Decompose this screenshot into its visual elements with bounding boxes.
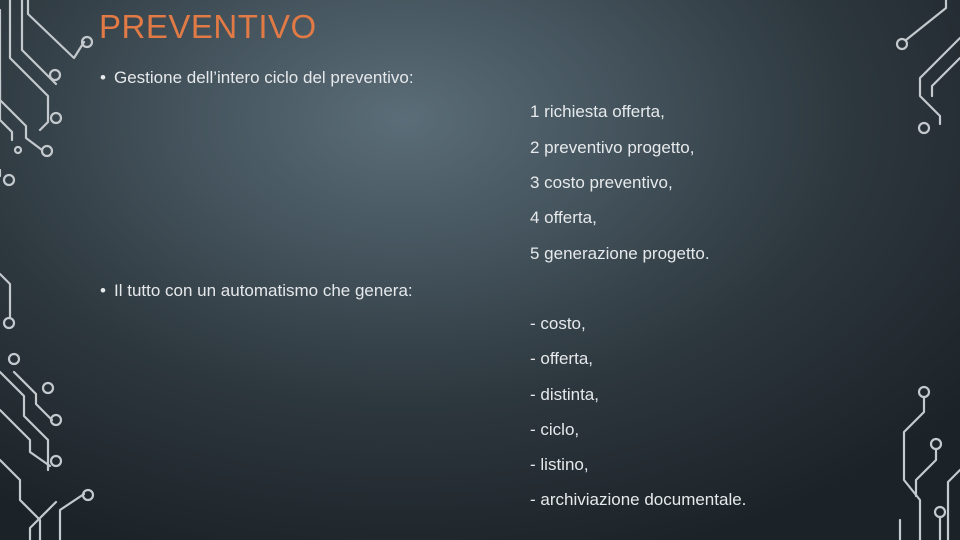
circuit-node: [9, 354, 19, 364]
circuit-node: [4, 318, 14, 328]
slide-title: PREVENTIVO: [99, 8, 317, 45]
bullet-item: [100, 68, 414, 88]
bullet-text: Gestione dell’intero ciclo del preventivo:: [114, 68, 414, 87]
list-item: - costo,: [530, 314, 586, 333]
circuit-trace: [948, 470, 960, 540]
circuit-node: [4, 175, 14, 185]
circuit-trace: [906, 0, 946, 40]
list-item: 4 offerta,: [530, 208, 597, 227]
circuit-trace: [916, 449, 936, 496]
circuit-node: [931, 439, 941, 449]
list-item: 3 costo preventivo,: [530, 173, 673, 192]
list-item: - archiviazione documentale.: [530, 490, 747, 509]
circuit-node: [51, 456, 61, 466]
circuit-trace: [904, 397, 924, 540]
circuit-trace: [932, 58, 960, 96]
circuit-node: [15, 147, 21, 153]
circuit-node: [919, 387, 929, 397]
circuit-node: [43, 383, 53, 393]
list-item: 2 preventivo progetto,: [530, 138, 695, 157]
circuit-node: [51, 113, 61, 123]
circuit-node: [919, 123, 929, 133]
circuit-trace: [14, 372, 52, 420]
circuit-node: [42, 146, 52, 156]
circuit-trace: [60, 494, 84, 540]
circuit-node: [897, 39, 907, 49]
bullet-text: Il tutto con un automatismo che genera:: [114, 281, 413, 300]
bullet-dot-icon: •: [100, 68, 106, 87]
circuit-trace: [10, 0, 48, 130]
circuit-node: [935, 507, 945, 517]
circuit-trace: [0, 460, 40, 540]
bullet-dot-icon: •: [100, 281, 106, 300]
circuit-trace: [30, 502, 56, 540]
bullet-item: [100, 281, 413, 301]
list-item: 1 richiesta offerta,: [530, 102, 665, 121]
circuit-trace: [28, 0, 84, 58]
list-item: - offerta,: [530, 349, 593, 368]
circuit-trace: [0, 274, 10, 318]
circuit-trace: [920, 38, 960, 124]
list-item: - ciclo,: [530, 420, 580, 439]
list-item: - listino,: [530, 455, 589, 474]
list-item: 5 generazione progetto.: [530, 244, 710, 263]
list-item: - distinta,: [530, 385, 599, 404]
circuit-node: [50, 70, 60, 80]
circuit-trace: [0, 372, 48, 470]
circuit-node: [83, 490, 93, 500]
